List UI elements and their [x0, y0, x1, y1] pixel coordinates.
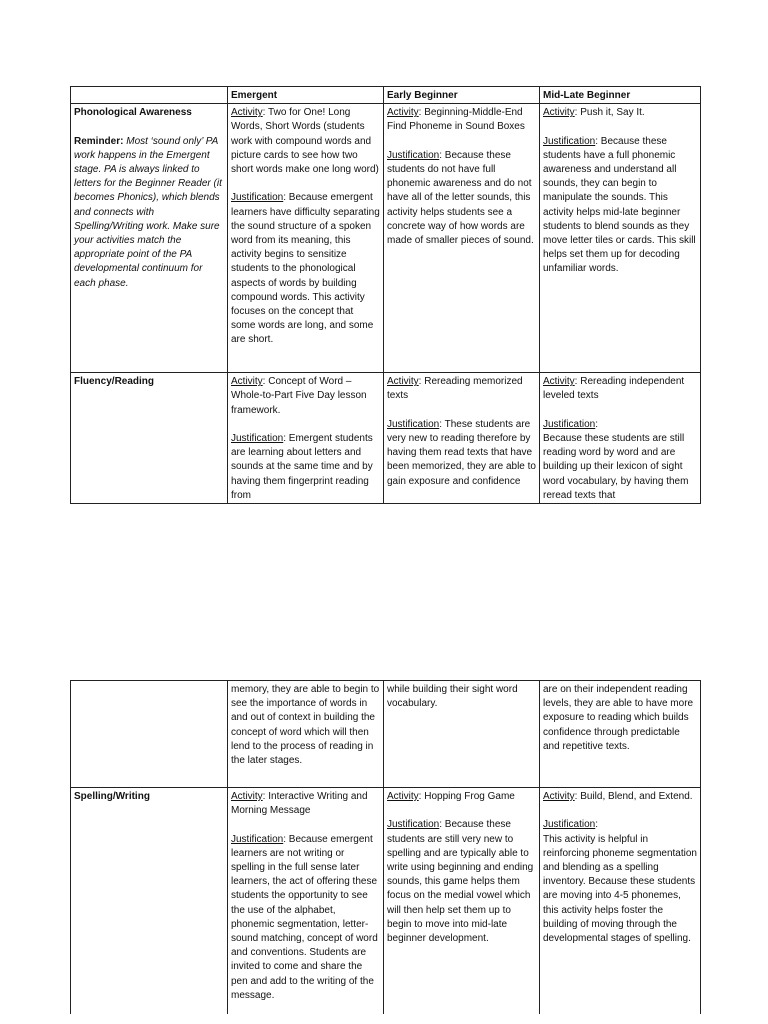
- activity-label: Activity: [231, 376, 263, 388]
- activity-label: Activity: [231, 107, 263, 119]
- justification-text: : Because emergent learners are not writing or spelling in the full sense later learners, the act of offering these students the opportunity to see the use of the alphabet, phonemic segmentation, letter-sound matching, concept of word and conventions. Students are invited to come and share the pen and add to the writing of the message.: [231, 833, 378, 1001]
- mid-late-beginner-spelling-cell: [540, 788, 701, 1015]
- header-emergent: Emergent: [228, 87, 384, 104]
- activity-label: Activity: [231, 791, 263, 802]
- justification-text: : Emergent students are learning about letters and sounds at the same time and by having them fingerprint reading from: [231, 433, 373, 501]
- emergent-continuation-cell: memory, they are able to begin to see the importance of words in and out of context in building the concept of word which will then lend to the process of reading in the later stages.: [228, 681, 384, 788]
- reminder-label: Reminder:: [74, 135, 124, 147]
- justification-label: Justification: [543, 418, 596, 430]
- justification-text: : Because these students have a full phonemic awareness and understand all sounds, they can begin to manipulate the sounds. This activity helps mid-late beginner students to blend sounds as they move letter tiles or cards. This skill helps set them up for decoding unfamiliar words.: [543, 135, 696, 275]
- justification-label: Justification: [231, 192, 284, 204]
- justification-label: Justification: [387, 819, 440, 831]
- phonological-awareness-cell: [71, 104, 228, 373]
- mid-late-beginner-continuation-cell: are on their independent reading levels, they are able to have more exposure to reading which builds confidence through predictable and repetitive texts.: [540, 681, 701, 788]
- continuation-empty-cell: [71, 681, 228, 788]
- activity-label: Activity: [543, 376, 575, 388]
- justification-text: : Because these students do not have full phonemic awareness and do not have all of the letter sounds, this activity helps students see a concrete way of how words are made of smaller pieces of sound.: [387, 149, 534, 247]
- emergent-pa-cell: [228, 104, 384, 373]
- literacy-activities-table: [70, 86, 701, 504]
- activity-text: : Beginning-Middle-End Find Phoneme in Sound Boxes: [387, 107, 525, 133]
- justification-text: : Because emergent learners have difficulty separating the sound structure of a spoken word from its meaning, this activity begins to sensitize students to the phonological aspects of words by building compound words. This activity focuses on the concept that some words are long, and some are short.: [231, 192, 380, 346]
- spelling-writing-row: [71, 788, 701, 1015]
- justification-text: Because these students are still reading word by word and are building up their lexicon of sight word vocabulary, by having them reread texts that: [543, 433, 689, 501]
- justification-label: Justification: [231, 433, 284, 444]
- phonological-awareness-row: [71, 104, 701, 373]
- activity-text: : Concept of Word – Whole-to-Part Five Day lesson framework.: [231, 376, 367, 416]
- spelling-writing-cell: [71, 788, 228, 1015]
- mid-late-beginner-pa-cell: [540, 104, 701, 373]
- activity-text: : Build, Blend, and Extend.: [574, 791, 693, 802]
- early-beginner-spelling-cell: [384, 788, 540, 1015]
- fluency-reading-cell: [71, 373, 228, 504]
- row-title: Phonological Awareness: [74, 107, 192, 119]
- activity-label: Activity: [387, 791, 419, 802]
- justification-label: Justification: [543, 819, 596, 831]
- emergent-spelling-cell: [228, 788, 384, 1015]
- justification-label: Justification: [231, 833, 284, 845]
- emergent-fluency-cell: [228, 373, 384, 504]
- header-early-beginner: Early Beginner: [384, 87, 540, 104]
- justification-label: Justification: [387, 418, 440, 430]
- literacy-activities-table-continued: [70, 680, 701, 1014]
- reminder-text: Most ‘sound only’ PA work happens in the Emergent stage. PA is always linked to letters for the Beginner Reader (it becomes Phonics), which blends and connects with Spelling/Writing work. Make sure your activities match the appropriate point of the PA developmental continuum for each phase.: [74, 135, 222, 289]
- justification-label: Justification: [387, 149, 440, 161]
- activity-text: : Rereading independent leveled texts: [543, 376, 685, 402]
- header-mid-late-beginner: Mid-Late Beginner: [540, 87, 701, 104]
- row-title: Fluency/Reading: [74, 376, 155, 388]
- justification-colon: :: [595, 418, 599, 430]
- justification-colon: :: [595, 819, 599, 831]
- activity-text: : Interactive Writing and Morning Message: [231, 791, 368, 817]
- activity-text: : Push it, Say It.: [574, 107, 645, 119]
- early-beginner-continuation-cell: while building their sight word vocabulary.: [384, 681, 540, 788]
- activity-label: Activity: [387, 107, 419, 119]
- fluency-reading-row: [71, 373, 701, 504]
- justification-text: This activity is helpful in reinforcing phoneme segmentation and blending as a spelling inventory. Because these students are moving into 4-5 phonemes, this activity helps foster the building of moving through the developmental stages of spelling.: [543, 833, 697, 945]
- fluency-continuation-row: [71, 681, 701, 788]
- activity-label: Activity: [543, 107, 575, 119]
- activity-text: : Rereading memorized texts: [387, 376, 523, 402]
- header-empty-cell: [71, 87, 228, 104]
- justification-label: Justification: [543, 135, 596, 147]
- activity-text: : Hopping Frog Game: [418, 791, 515, 802]
- activity-label: Activity: [387, 376, 419, 388]
- activity-text: : Two for One! Long Words, Short Words (students work with compound words and picture cards to see how two short words make one long word): [231, 107, 379, 176]
- header-row: [71, 87, 701, 104]
- mid-late-beginner-fluency-cell: [540, 373, 701, 504]
- row-title: Spelling/Writing: [74, 791, 150, 802]
- justification-text: : Because these students are still very new to spelling and are typically able to write using beginning and ending sounds, this game helps them focus on the medial vowel which will then help set them up to begin to move into mid-late beginner development.: [387, 819, 534, 945]
- activity-label: Activity: [543, 791, 575, 802]
- early-beginner-fluency-cell: [384, 373, 540, 504]
- justification-text: : These students are very new to reading therefore by having them read texts that have been memorized, they are able to gain exposure and confidence: [387, 418, 536, 487]
- early-beginner-pa-cell: [384, 104, 540, 373]
